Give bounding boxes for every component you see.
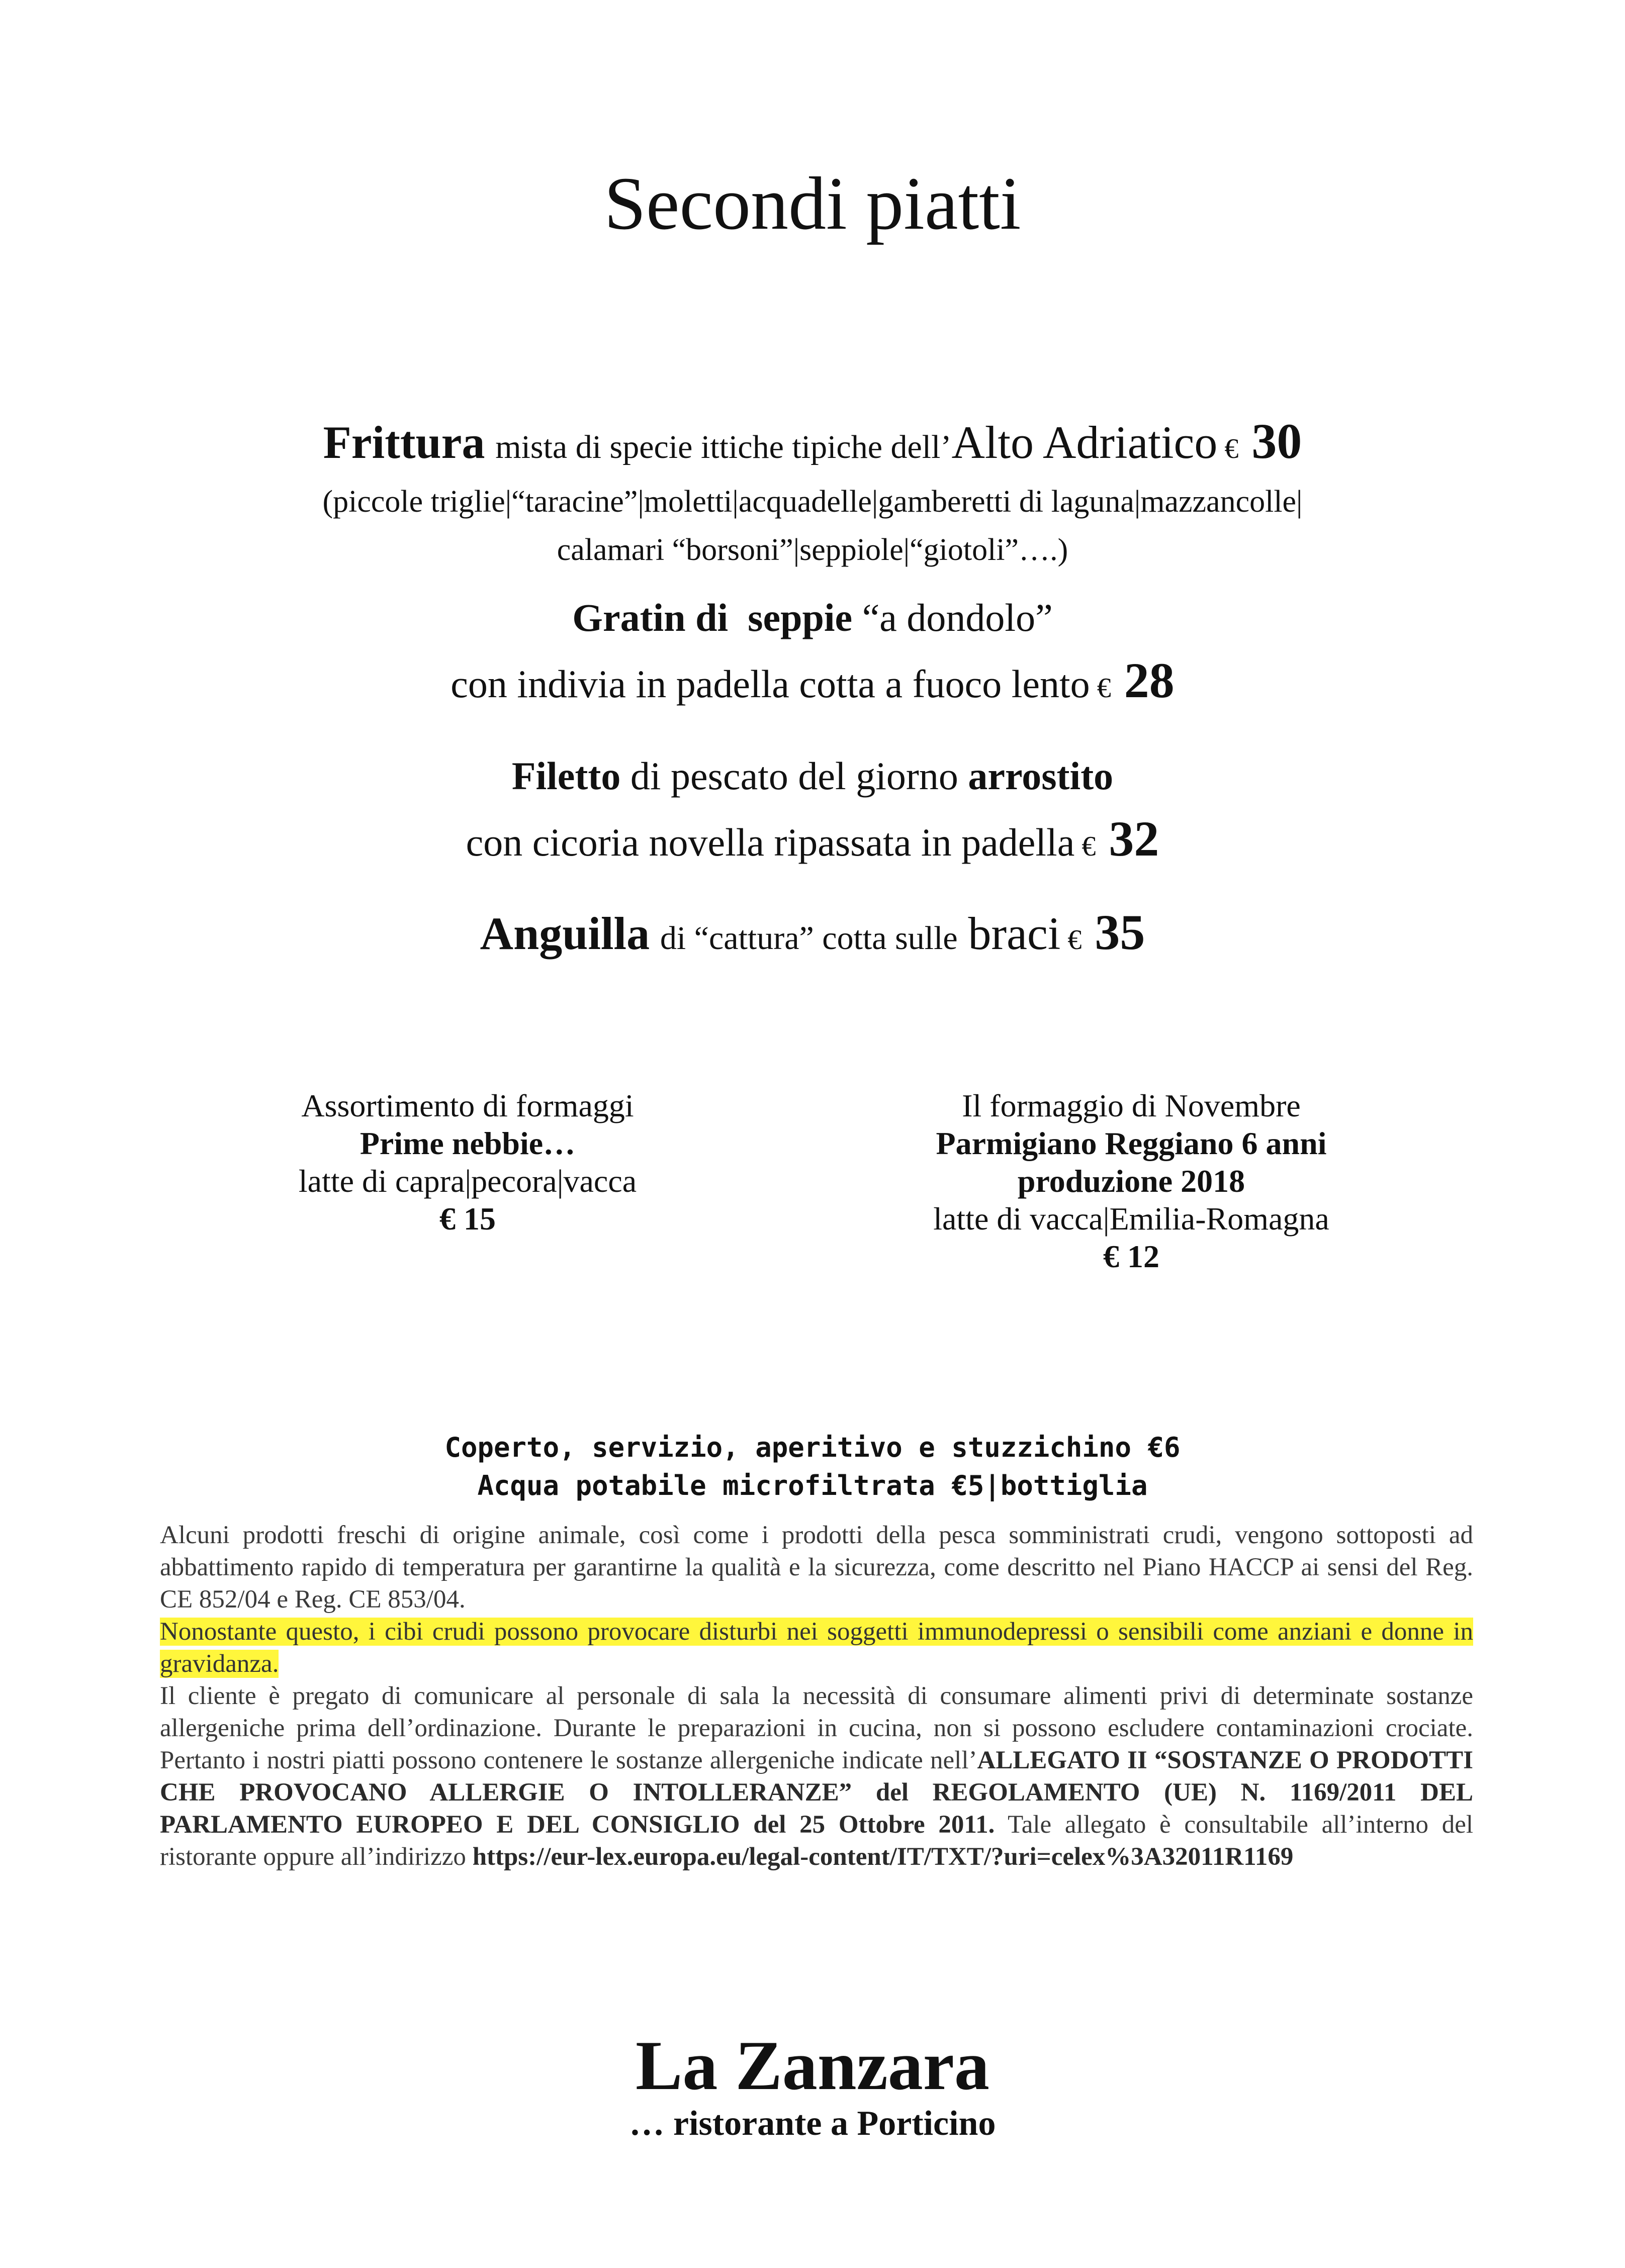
notice-paragraph-1: Alcuni prodotti freschi di origine animale, così come i prodotti della pesca somministrati crudi, vengono sottoposti ad abbattimento rapido di temperatura per garantirne la qualità e la sicurezza, come descritto nel Piano HACCP ai sensi del Reg. CE 852/04 e Reg. CE 853/04. [160,1521,1473,1614]
cheese-name-line-1: Parmigiano Reggiano 6 anni [936,1125,1327,1161]
dish-price: 28 [1124,652,1175,708]
currency-symbol: € [1097,673,1111,704]
dish-cooking: arrostito [968,754,1114,798]
currency-symbol: € [1224,433,1239,464]
dish-description: “a dondolo” [862,596,1053,639]
service-charge-line: Coperto, servizio, aperitivo e stuzzichino €6 [444,1432,1181,1463]
dish-description: mista di specie ittiche tipiche dell’ [495,429,952,465]
regulation-reference: ALLEGATO II “SOSTANZE O PRODOTTI CHE PROVOCANO ALLERGIE O INTOLLERANZE” del REGOLAMENTO (UE) N. 1169/2011 DEL PARLAMENTO EUROPEO E DEL CONSIGLIO del 25 Ottobre 2011. [160,1746,1473,1839]
cheese-name-line-2: produzione 2018 [1017,1163,1245,1199]
dish-side: con cicoria novella ripassata in padella [466,820,1075,864]
currency-symbol: € [1081,831,1096,862]
dish-price: 30 [1251,413,1302,469]
restaurant-name: La Zanzara [636,2027,989,2105]
menu-item-frittura [0,413,1625,574]
restaurant-tagline: … ristorante a Porticino [629,2104,996,2143]
cheese-title: Il formaggio di Novembre [962,1088,1301,1123]
cheese-milk: latte di capra|pecora|vacca [298,1163,637,1199]
cheese-assortment [191,1087,744,1238]
dish-description: di pescato del giorno [630,754,958,798]
water-charge-line: Acqua potabile microfiltrata €5|bottiglia [477,1470,1148,1501]
currency-symbol: € [1067,924,1082,956]
menu-item-gratin [0,598,1625,706]
dish-price: 32 [1109,811,1159,867]
notice-text: Il cliente è pregato di comunicare al personale di sala la necessità di consumare alimenti privi di determinate sostanze allergeniche prima dell’ordinazione. Durante le preparazioni in cucina, non si possono escludere contaminazioni crociate. Pertanto i nostri piatti possono contenere le sostanze allergeniche indicate nell’ [160,1682,1473,1774]
cheese-price: € 12 [1103,1239,1159,1274]
dish-name: Anguilla [480,908,650,959]
cheese-title: Assortimento di formaggi [301,1088,634,1123]
notice-paragraph-2 [160,1680,1473,1873]
cheese-of-month [855,1087,1408,1275]
dish-name: Frittura [323,417,485,468]
cheese-price: € 15 [439,1201,496,1237]
allergen-notice [160,1519,1473,1873]
dish-price: 35 [1095,904,1145,960]
dish-description-origin: Alto Adriatico [951,417,1218,468]
cheese-name: Prime nebbie… [359,1125,576,1161]
regulation-url[interactable]: https://eur-lex.europa.eu/legal-content/IT/TXT/?uri=celex%3A32011R1169 [472,1843,1294,1871]
dish-details-line-1: (piccole triglie|“taracine”|moletti|acquadelle|gamberetti di laguna|mazzancolle| [322,485,1303,519]
dish-name: Gratin di seppie [572,596,853,639]
dish-description: di “cattura” cotta sulle [660,920,958,957]
dish-description-cooking: braci [968,908,1061,959]
cheese-milk: latte di vacca|Emilia-Romagna [933,1201,1329,1237]
notice-text-2: Tale allegato è consultabile all’interno del ristorante oppure all’indirizzo [160,1811,1474,1871]
menu-item-filetto [0,754,1625,867]
dish-name: Filetto [511,754,621,798]
page-title: Secondi piatti [604,162,1021,245]
dish-details-line-2: calamari “borsoni”|seppiole|“giotoli”….) [557,533,1068,567]
menu-item-anguilla [0,904,1625,960]
dish-side: con indivia in padella cotta a fuoco lento [450,662,1090,706]
raw-food-warning: Nonostante questo, i cibi crudi possono provocare disturbi nei soggetti immunodepressi o sensibili come anziani e donne in gravidanza. [160,1618,1473,1678]
